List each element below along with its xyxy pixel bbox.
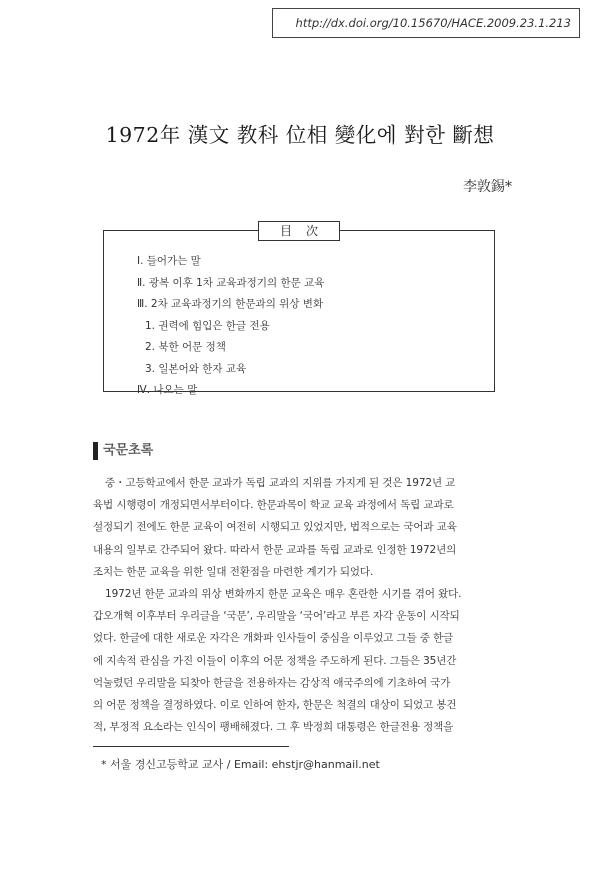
toc-subitem: 3. 일본어와 한자 교육	[145, 362, 247, 375]
toc-list	[137, 251, 324, 402]
abstract-line: 억눌렸던 우리말을 되찾아 한글을 전용하자는 감상적 애국주의에 기초하여 국가	[93, 676, 451, 689]
toc-item: Ⅱ. 광복 이후 1차 교육과정기의 한문 교육	[137, 276, 325, 289]
footnote-divider	[93, 746, 289, 747]
abstract-line: 에 지속적 관심을 가진 이들이 이후의 어문 정책을 주도하게 된다. 그들은 35년간	[93, 654, 457, 667]
author-name: 李敦錫*	[463, 179, 512, 195]
doi-link-box[interactable]	[272, 8, 580, 38]
toc-item: Ⅲ. 2차 교육과정기의 한문과의 위상 변화	[137, 298, 324, 310]
abstract-line: 조치는 한문 교육을 위한 일대 전환점을 마련한 계기가 되었다.	[93, 565, 374, 578]
toc-item: Ⅳ. 나오는 말	[137, 384, 198, 396]
abstract-line: 의 어문 정책을 결정하였다. 이로 인하여 한자, 한문은 척결의 대상이 되었고 봉건	[93, 698, 457, 711]
toc-subitem: 1. 권력에 힘입은 한글 전용	[145, 319, 270, 332]
abstract-body	[93, 472, 503, 738]
table-of-contents	[103, 224, 495, 396]
abstract-line: 적, 부정적 요소라는 인식이 팽배해졌다. 그 후 박정희 대통령은 한글전용 정책을	[93, 721, 454, 734]
footnote: * 서울 경신고등학교 교사 / Email: ehstjr@hanmail.net	[101, 758, 380, 771]
doi-link[interactable]: http://dx.doi.org/10.15670/HACE.2009.23.1.213	[295, 16, 571, 30]
toc-label: 目次	[258, 221, 340, 241]
paper-title: 1972年 漢文 教科 位相 變化에 對한 斷想	[105, 123, 495, 147]
abstract-line: 설정되기 전에도 한문 교육이 여전히 시행되고 있었지만, 법적으로는 국어과 교육	[93, 521, 457, 534]
abstract-line: 갑오개혁 이후부터 우리글을 ‘국문’, 우리말을 ‘국어’라고 부른 자각 운동이 시작되	[93, 610, 460, 623]
abstract-line: 육법 시행령이 개정되면서부터이다. 한문과목이 학교 교육 과정에서 독립 교과로	[93, 499, 454, 512]
toc-item: Ⅰ. 들어가는 말	[137, 255, 201, 267]
abstract-line: 중・고등학교에서 한문 교과가 독립 교과의 지위를 가지게 된 것은 1972년 교	[105, 477, 456, 489]
abstract-line: 었다. 한글에 대한 새로운 자각은 개화파 인사들이 중심을 이루었고 그들 중 한글	[93, 632, 454, 645]
abstract-line: 내용의 일부로 간주되어 왔다. 따라서 한문 교과를 독립 교과로 인정한 1972년의	[93, 543, 457, 556]
abstract-line: 1972년 한문 교과의 위상 변화까지 한문 교육은 매우 혼란한 시기를 겪어 왔다.	[105, 587, 462, 600]
toc-subitem: 2. 북한 어문 정책	[145, 341, 226, 353]
abstract-heading: 국문초록	[93, 442, 153, 460]
